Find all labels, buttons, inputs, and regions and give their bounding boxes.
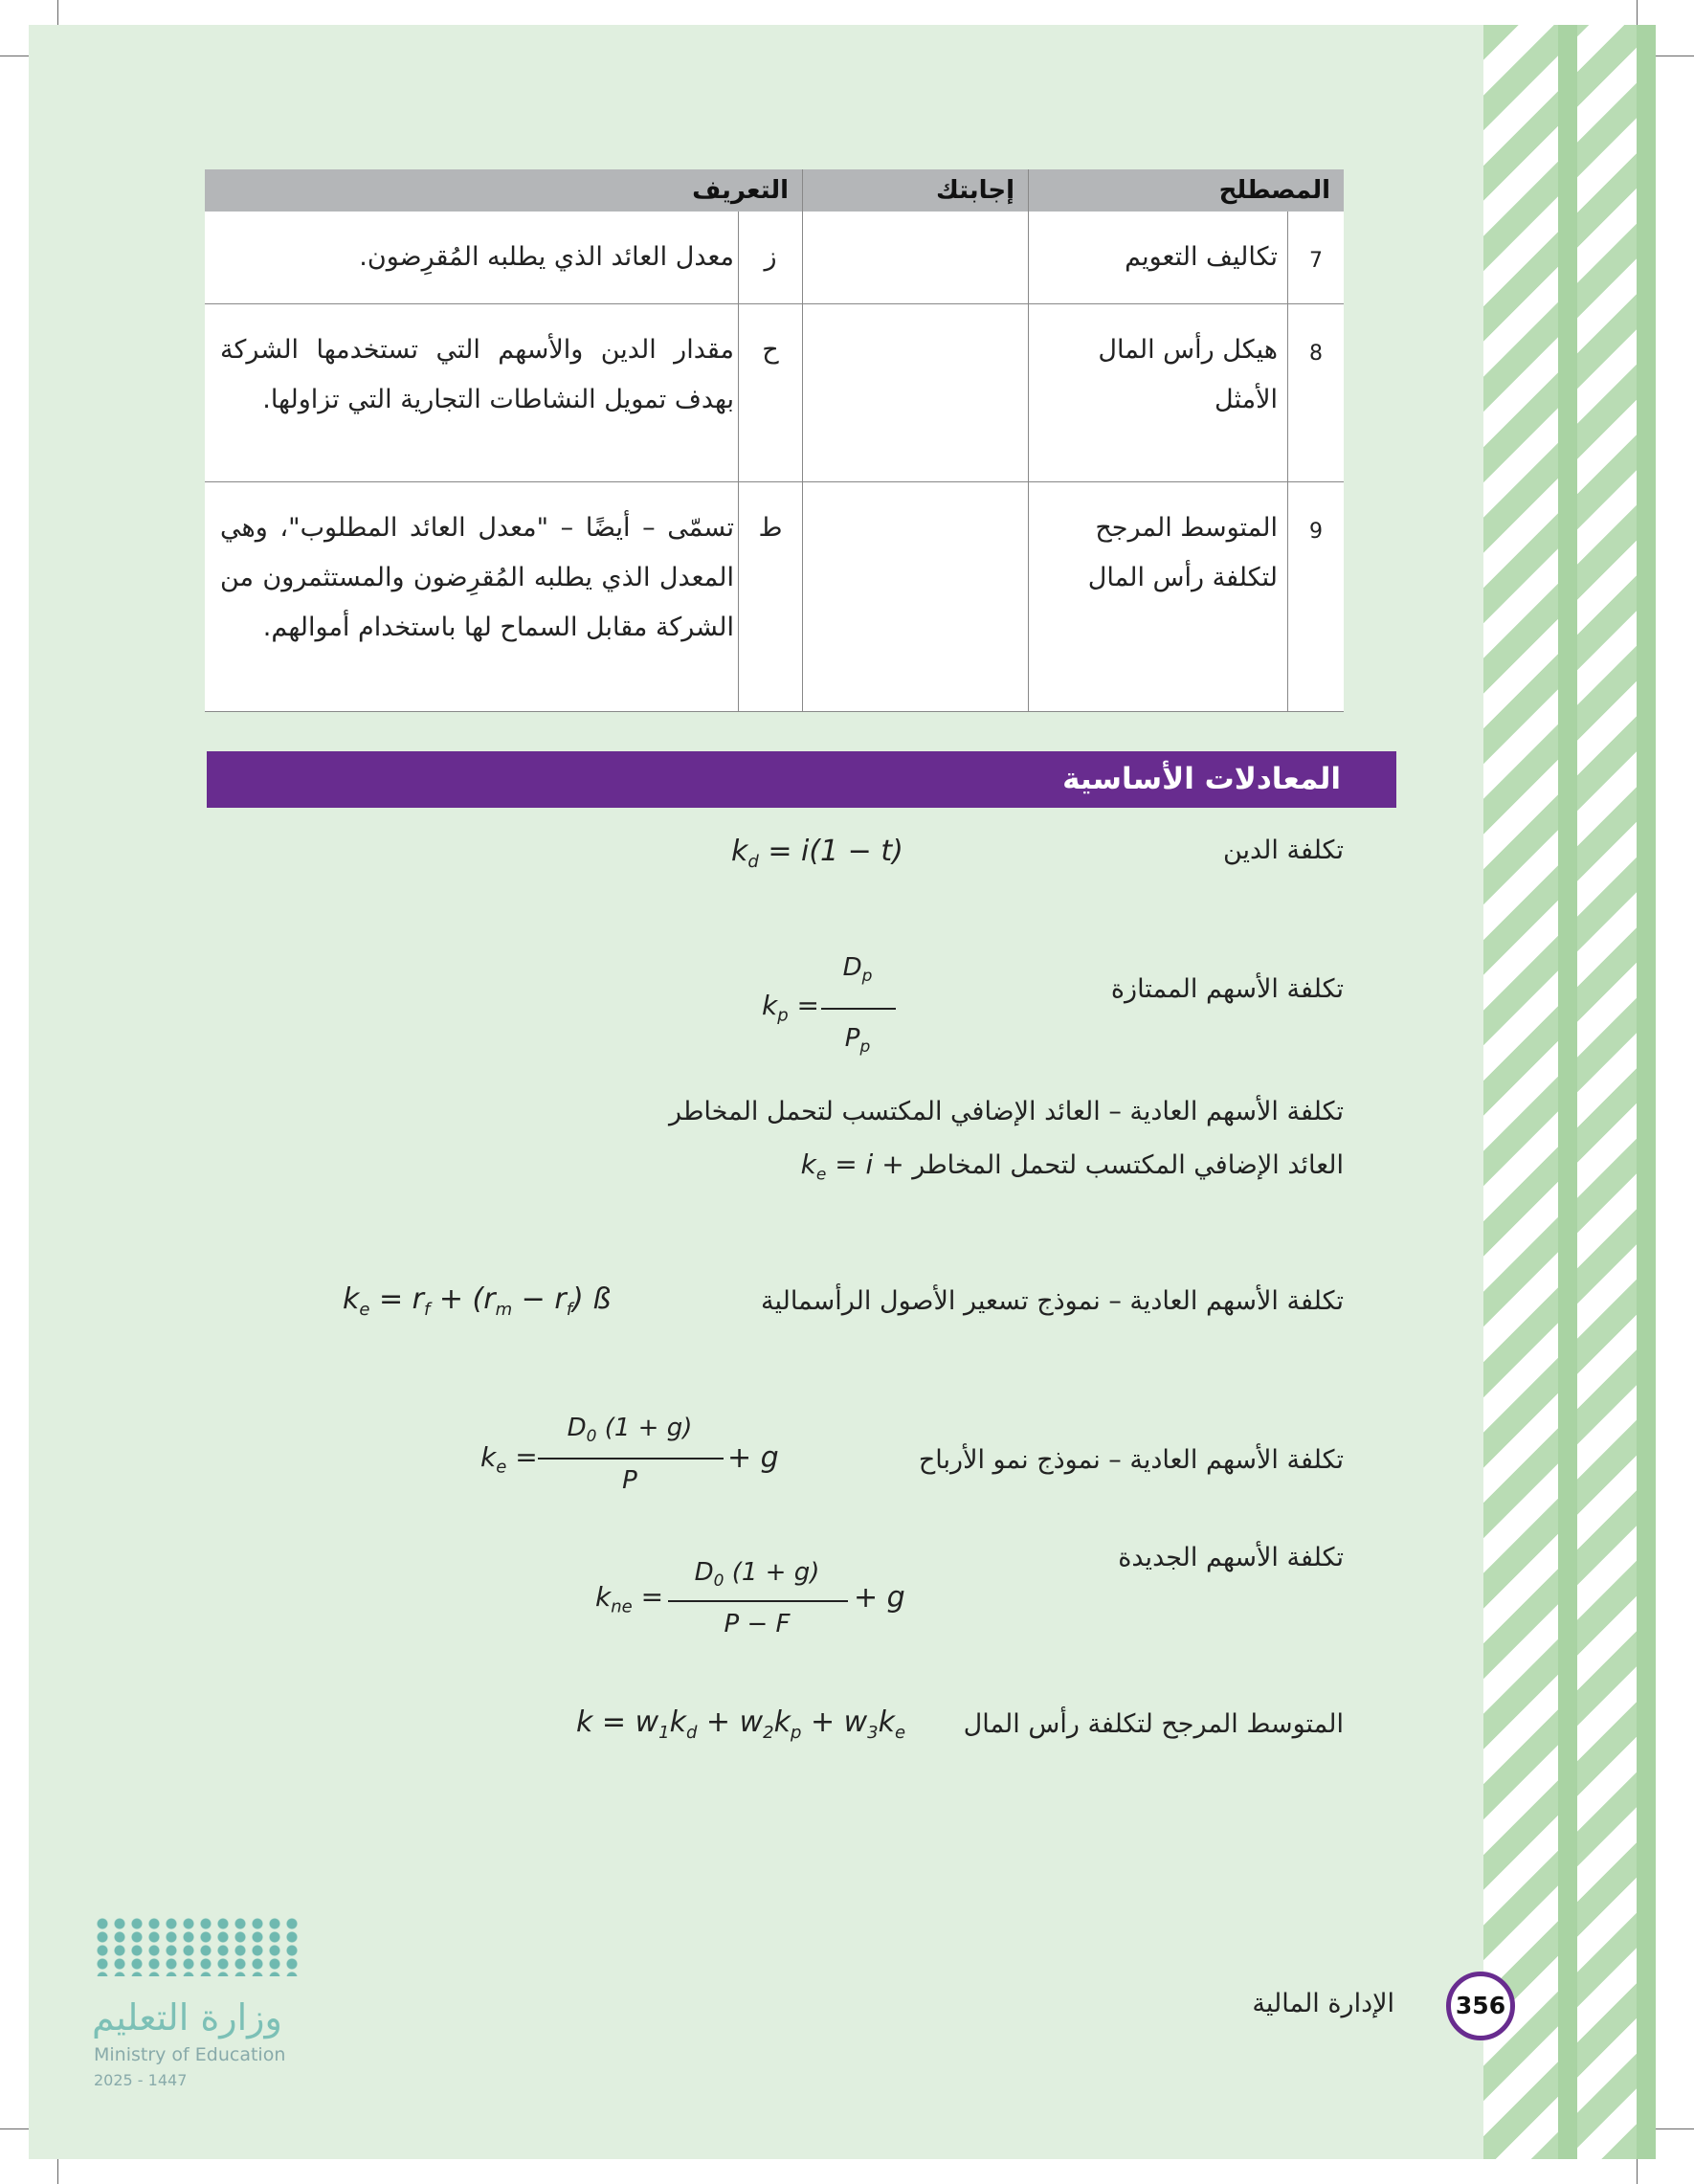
row-letter: ح bbox=[739, 304, 803, 482]
decorative-stripe bbox=[1637, 25, 1656, 2159]
row-number: 7 bbox=[1288, 212, 1345, 304]
preferred-cost-lhs: $k_p$ = bbox=[762, 990, 820, 1026]
growth-label: تكلفة الأسهم العادية – نموذج نمو الأرباح bbox=[918, 1445, 1344, 1475]
header-definition: التعريف bbox=[205, 169, 803, 212]
growth-denominator: P bbox=[622, 1466, 637, 1495]
wacc-label: المتوسط المرجح لتكلفة رأس المال bbox=[963, 1709, 1344, 1739]
row-number: 9 bbox=[1288, 482, 1345, 712]
row-term: تكاليف التعويم bbox=[1029, 212, 1288, 304]
terms-table bbox=[205, 169, 1344, 712]
table-header-row bbox=[205, 169, 1344, 212]
common-risk-formula bbox=[801, 1148, 1344, 1185]
ministry-year: 2025 - 1447 bbox=[94, 2071, 188, 2089]
risk-premium-text: العائد الإضافي المكتسب لتحمل المخاطر bbox=[912, 1150, 1344, 1180]
row-definition: مقدار الدين والأسهم التي تستخدمها الشركة بهدف تمويل النشاطات التجارية التي تزاولها. bbox=[205, 304, 739, 482]
capm-label: تكلفة الأسهم العادية – نموذج تسعير الأصول الرأسمالية bbox=[760, 1286, 1344, 1316]
debt-cost-label: تكلفة الدين bbox=[1222, 836, 1344, 865]
capm-formula: $k_e = r_f + (r_m - r_f)$ ß bbox=[343, 1282, 612, 1320]
preferred-denominator: $P_p$ bbox=[844, 1024, 871, 1058]
ministry-name-en: Ministry of Education bbox=[94, 2044, 286, 2065]
row-term: هيكل رأس المال الأمثل bbox=[1029, 304, 1288, 482]
preferred-numerator: $D_p$ bbox=[842, 953, 873, 987]
header-term: المصطلح bbox=[1029, 169, 1345, 212]
new-stock-numerator: $D_0$ (1 + g) bbox=[694, 1558, 820, 1592]
common-risk-label: تكلفة الأسهم العادية – العائد الإضافي المكتسب لتحمل المخاطر bbox=[669, 1097, 1344, 1126]
fraction-line bbox=[821, 1008, 896, 1010]
ministry-name-ar: وزارة التعليم bbox=[92, 1996, 282, 2039]
fraction-line bbox=[668, 1600, 848, 1602]
growth-numerator: $D_0$ (1 + g) bbox=[567, 1414, 693, 1447]
table-row bbox=[205, 482, 1344, 712]
row-term: المتوسط المرجح لتكلفة رأس المال bbox=[1029, 482, 1288, 712]
table-row bbox=[205, 212, 1344, 304]
growth-lhs: $k_e$ = bbox=[480, 1441, 538, 1478]
book-title: الإدارة المالية bbox=[1252, 1989, 1394, 2018]
new-stock-denominator: P − F bbox=[724, 1610, 791, 1638]
row-definition: تسمّى – أيضًا – "معدل العائد المطلوب"، وهي المعدل الذي يطلبه المُقرِضون والمستثمرون من الشركة مقابل السماح لها باستخدام أموالهم. bbox=[205, 482, 739, 712]
header-answer: إجابتك bbox=[803, 169, 1029, 212]
preferred-cost-label: تكلفة الأسهم الممتازة bbox=[1110, 974, 1344, 1004]
growth-tail: + g bbox=[727, 1441, 779, 1475]
common-risk-formula-lhs: $k_e = i$ + bbox=[800, 1148, 904, 1185]
row-letter: ز bbox=[739, 212, 803, 304]
wacc-formula: $k = w_1k_d + w_2k_p + w_3k_e$ bbox=[576, 1705, 906, 1743]
row-letter: ط bbox=[739, 482, 803, 712]
ministry-logo-icon bbox=[94, 1917, 299, 1976]
table-row bbox=[205, 304, 1344, 482]
row-definition: معدل العائد الذي يطلبه المُقرِضون. bbox=[205, 212, 739, 304]
new-stock-lhs: $k_{ne}$ = bbox=[595, 1581, 664, 1617]
new-stock-tail: + g bbox=[854, 1581, 905, 1615]
decorative-stripe bbox=[1558, 25, 1577, 2159]
answer-cell[interactable] bbox=[803, 482, 1029, 712]
row-number: 8 bbox=[1288, 304, 1345, 482]
answer-cell[interactable] bbox=[803, 212, 1029, 304]
answer-cell[interactable] bbox=[803, 304, 1029, 482]
page-number: 356 bbox=[1446, 1972, 1515, 2040]
new-stock-label: تكلفة الأسهم الجديدة bbox=[1118, 1543, 1344, 1572]
debt-cost-formula: $k_d = i(1 - t)$ bbox=[731, 835, 903, 872]
fraction-line bbox=[538, 1458, 724, 1460]
section-title: المعادلات الأساسية bbox=[207, 751, 1396, 808]
